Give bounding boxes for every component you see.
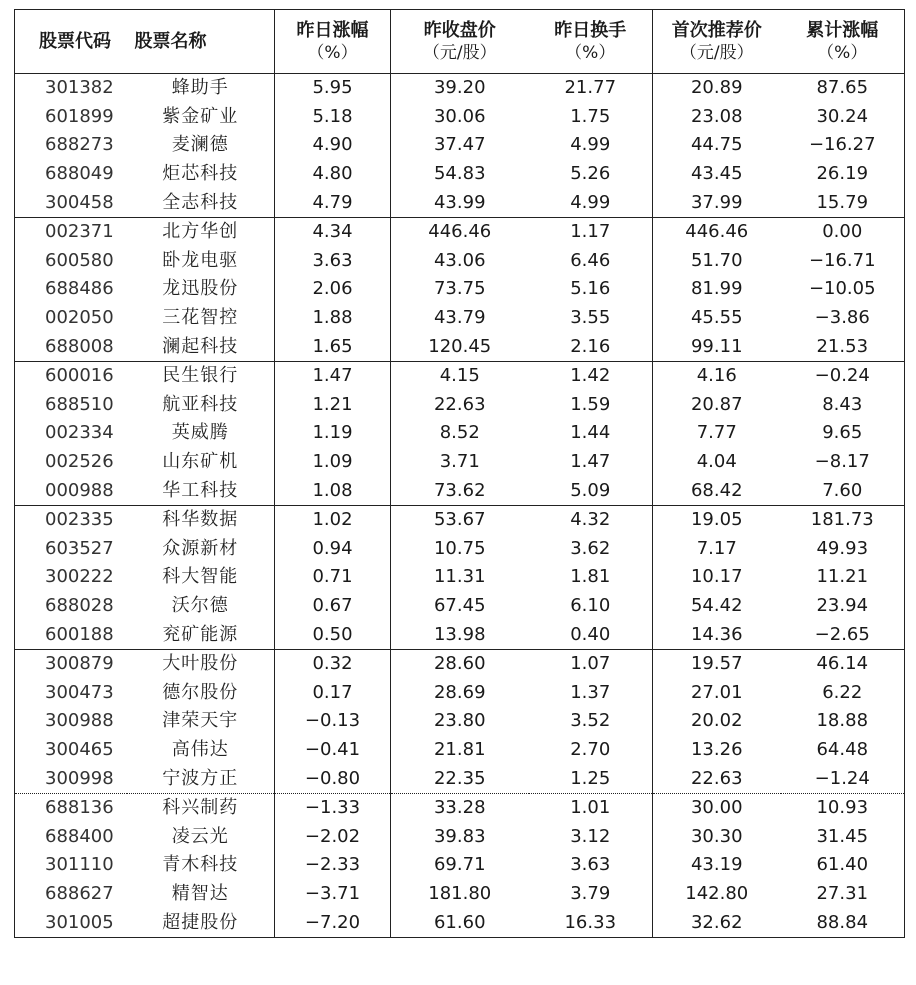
table-row: [15, 736, 905, 765]
cell-cum: 10.93: [781, 793, 905, 822]
cell-turnover: 5.09: [570, 479, 611, 501]
cell-name: 龙迅股份: [162, 278, 239, 300]
cell-cum: 31.45: [816, 825, 869, 847]
table-row: [15, 103, 905, 132]
cell-rec-price: 19.05: [653, 505, 781, 534]
cell-code: 002050: [45, 307, 114, 329]
header-close-unit: （元/股）: [422, 42, 497, 63]
cell-close: 39.83: [391, 822, 529, 851]
cell-cum: 87.65: [816, 77, 869, 99]
cell-change: −2.33: [275, 851, 391, 880]
cell-name: 科兴制药: [127, 793, 275, 822]
cell-cum: 61.40: [816, 854, 869, 876]
cell-turnover: 5.26: [570, 163, 611, 185]
table-row: [15, 592, 905, 621]
cell-code: 002526: [45, 451, 114, 473]
cell-turnover: 1.01: [529, 793, 653, 822]
cell-code: 300222: [45, 566, 114, 588]
cell-name: 蜂助手: [171, 77, 229, 99]
cell-turnover: 3.12: [570, 825, 611, 847]
cell-code: 601899: [45, 105, 114, 127]
cell-close: 61.60: [391, 908, 529, 937]
cell-change: 0.50: [275, 620, 391, 649]
header-turnover-title: 昨日换手: [554, 19, 627, 41]
cell-change: 0.94: [275, 535, 391, 564]
table-row: [15, 74, 905, 103]
cell-turnover: 1.75: [570, 105, 611, 127]
table-row: [15, 851, 905, 880]
cell-change: −0.41: [275, 736, 391, 765]
table-row: [15, 620, 905, 649]
cell-code: 301110: [45, 854, 114, 876]
cell-change: 3.63: [275, 247, 391, 276]
cell-rec-price: 43.19: [653, 851, 781, 880]
table-row: [15, 505, 905, 534]
cell-name: 凌云光: [171, 825, 229, 847]
header-code: 股票代码: [15, 10, 127, 74]
cell-name: 众源新材: [162, 537, 239, 559]
table-row: [15, 275, 905, 304]
cell-turnover: 0.40: [570, 623, 611, 645]
cell-close: 22.35: [391, 764, 529, 793]
table-row: [15, 131, 905, 160]
cell-change: 0.17: [275, 678, 391, 707]
cell-cum: 27.31: [816, 882, 869, 904]
cell-rec-price: 30.30: [653, 822, 781, 851]
cell-change: −0.13: [275, 707, 391, 736]
table-body: [15, 74, 905, 938]
cell-code: 688008: [45, 335, 114, 357]
cell-code: 688049: [45, 163, 114, 185]
cell-code: 600188: [45, 623, 114, 645]
cell-name: 紫金矿业: [162, 105, 239, 127]
cell-turnover: 3.62: [570, 537, 611, 559]
cell-turnover: 3.55: [570, 307, 611, 329]
cell-cum: 30.24: [816, 105, 869, 127]
cell-name: 北方华创: [127, 217, 275, 246]
cell-turnover: 21.77: [564, 77, 617, 99]
cell-change: 0.32: [275, 649, 391, 678]
table-row: [15, 678, 905, 707]
cell-close: 28.60: [391, 649, 529, 678]
cell-rec-price: 30.00: [653, 793, 781, 822]
cell-close: 13.98: [391, 620, 529, 649]
cell-cum: −1.24: [814, 767, 870, 789]
cell-rec-price: 81.99: [653, 275, 781, 304]
cell-code: 300465: [45, 738, 114, 760]
cell-name: 科华数据: [127, 505, 275, 534]
cell-change: −0.80: [275, 764, 391, 793]
cell-change: 1.88: [275, 304, 391, 333]
cell-rec-price: 22.63: [653, 764, 781, 793]
cell-close: 33.28: [391, 793, 529, 822]
cell-name: 科大智能: [162, 566, 239, 588]
cell-cum: 7.60: [822, 479, 863, 501]
cell-rec-price: 44.75: [653, 131, 781, 160]
cell-rec-price: 14.36: [653, 620, 781, 649]
cell-turnover: 2.16: [570, 335, 611, 357]
cell-rec-price: 23.08: [653, 103, 781, 132]
cell-close: 3.71: [391, 448, 529, 477]
cell-close: 28.69: [391, 678, 529, 707]
cell-rec-price: 10.17: [653, 563, 781, 592]
table-row: [15, 217, 905, 246]
header-close-title: 昨收盘价: [423, 19, 496, 41]
cell-code: 300458: [45, 191, 114, 213]
cell-code: 688510: [45, 393, 114, 415]
cell-change: −1.33: [275, 793, 391, 822]
table-row: [15, 880, 905, 909]
cell-close: 54.83: [391, 160, 529, 189]
cell-rec-price: 68.42: [653, 476, 781, 505]
header-rec-price: [653, 10, 781, 74]
cell-rec-price: 7.17: [653, 535, 781, 564]
header-rec-price-title: 首次推荐价: [671, 19, 762, 41]
cell-code: 300998: [45, 767, 114, 789]
header-rec-price-unit: （元/股）: [679, 42, 754, 63]
cell-turnover: 3.63: [570, 854, 611, 876]
table-row: [15, 476, 905, 505]
table-row: [15, 304, 905, 333]
header-name: 股票名称: [127, 10, 275, 74]
cell-change: 1.21: [275, 391, 391, 420]
table-row: [15, 361, 905, 390]
table-row: [15, 649, 905, 678]
table-row: [15, 448, 905, 477]
cell-cum: −10.05: [808, 278, 876, 300]
cell-cum: 18.88: [816, 710, 869, 732]
header-change-unit: （%）: [307, 42, 358, 63]
table-row: [15, 535, 905, 564]
cell-code: 688028: [45, 594, 114, 616]
cell-code: 688273: [45, 134, 114, 156]
cell-change: 1.65: [275, 332, 391, 361]
cell-close: 43.79: [391, 304, 529, 333]
cell-cum: −0.24: [781, 361, 905, 390]
cell-turnover: 2.70: [570, 738, 611, 760]
cell-close: 8.52: [391, 419, 529, 448]
header-cum: [781, 10, 905, 74]
cell-code: 603527: [45, 537, 114, 559]
cell-turnover: 1.07: [529, 649, 653, 678]
cell-close: 73.62: [391, 476, 529, 505]
cell-turnover: 1.47: [570, 451, 611, 473]
cell-name: 超捷股份: [162, 911, 239, 933]
cell-cum: −16.27: [808, 134, 876, 156]
cell-close: 11.31: [391, 563, 529, 592]
cell-turnover: 3.52: [570, 710, 611, 732]
cell-rec-price: 7.77: [653, 419, 781, 448]
table-header: [15, 10, 905, 74]
table-row: [15, 188, 905, 217]
cell-close: 446.46: [391, 217, 529, 246]
cell-change: 5.18: [275, 103, 391, 132]
table-row: [15, 391, 905, 420]
cell-cum: 64.48: [816, 738, 869, 760]
cell-name: 澜起科技: [162, 335, 239, 357]
cell-change: 1.08: [275, 476, 391, 505]
cell-name: 津荣天宇: [162, 710, 239, 732]
cell-change: 4.79: [275, 188, 391, 217]
cell-close: 53.67: [391, 505, 529, 534]
table-row: [15, 707, 905, 736]
cell-close: 67.45: [391, 592, 529, 621]
table-row: [15, 247, 905, 276]
table-row: [15, 332, 905, 361]
cell-name: 山东矿机: [162, 451, 239, 473]
cell-name: 炬芯科技: [162, 163, 239, 185]
cell-cum: 21.53: [816, 335, 869, 357]
cell-change: 1.02: [275, 505, 391, 534]
cell-turnover: 1.17: [529, 217, 653, 246]
cell-name: 沃尔德: [171, 594, 229, 616]
header-close: [391, 10, 529, 74]
cell-cum: 88.84: [816, 911, 869, 933]
cell-cum: 9.65: [822, 422, 863, 444]
cell-change: 5.95: [275, 74, 391, 103]
cell-rec-price: 20.02: [653, 707, 781, 736]
cell-code: 688136: [15, 793, 127, 822]
stock-recommendation-table: [14, 9, 905, 938]
cell-code: 300988: [45, 710, 114, 732]
table-row: [15, 419, 905, 448]
cell-cum: −16.71: [808, 249, 876, 271]
cell-rec-price: 37.99: [653, 188, 781, 217]
cell-rec-price: 32.62: [653, 908, 781, 937]
cell-cum: 49.93: [816, 537, 869, 559]
cell-close: 30.06: [391, 103, 529, 132]
cell-rec-price: 142.80: [653, 880, 781, 909]
cell-change: 0.67: [275, 592, 391, 621]
cell-code: 688627: [45, 882, 114, 904]
cell-name: 卧龙电驱: [162, 249, 239, 271]
cell-close: 23.80: [391, 707, 529, 736]
cell-close: 21.81: [391, 736, 529, 765]
cell-code: 000988: [45, 479, 114, 501]
cell-close: 4.15: [391, 361, 529, 390]
cell-rec-price: 4.04: [653, 448, 781, 477]
cell-change: 1.09: [275, 448, 391, 477]
cell-rec-price: 13.26: [653, 736, 781, 765]
cell-rec-price: 51.70: [653, 247, 781, 276]
cell-rec-price: 27.01: [653, 678, 781, 707]
cell-rec-price: 20.87: [653, 391, 781, 420]
table-row: [15, 822, 905, 851]
cell-code: 600016: [15, 361, 127, 390]
cell-change: 1.19: [275, 419, 391, 448]
cell-name: 英威腾: [171, 422, 229, 444]
cell-turnover: 16.33: [564, 911, 617, 933]
cell-change: −7.20: [275, 908, 391, 937]
cell-cum: 26.19: [816, 163, 869, 185]
cell-code: 300473: [45, 681, 114, 703]
cell-turnover: 1.59: [570, 393, 611, 415]
cell-code: 688400: [45, 825, 114, 847]
cell-name: 大叶股份: [127, 649, 275, 678]
cell-change: 0.71: [275, 563, 391, 592]
cell-code: 301382: [45, 77, 114, 99]
cell-cum: 23.94: [816, 594, 869, 616]
cell-name: 德尔股份: [162, 681, 239, 703]
cell-name: 华工科技: [162, 479, 239, 501]
header-turnover: [529, 10, 653, 74]
table-row: [15, 563, 905, 592]
cell-name: 青木科技: [162, 854, 239, 876]
header-cum-unit: （%）: [817, 42, 868, 63]
cell-turnover: 3.79: [570, 882, 611, 904]
cell-name: 宁波方正: [162, 767, 239, 789]
cell-close: 120.45: [391, 332, 529, 361]
cell-name: 三花智控: [162, 307, 239, 329]
cell-turnover: 4.99: [570, 191, 611, 213]
cell-rec-price: 20.89: [653, 74, 781, 103]
cell-change: 1.47: [275, 361, 391, 390]
cell-close: 181.80: [391, 880, 529, 909]
cell-cum: 46.14: [781, 649, 905, 678]
cell-code: 301005: [45, 911, 114, 933]
header-change: [275, 10, 391, 74]
cell-close: 73.75: [391, 275, 529, 304]
cell-cum: 6.22: [822, 681, 863, 703]
cell-rec-price: 4.16: [653, 361, 781, 390]
cell-close: 43.06: [391, 247, 529, 276]
cell-turnover: 6.10: [570, 594, 611, 616]
table-row: [15, 764, 905, 793]
cell-rec-price: 43.45: [653, 160, 781, 189]
cell-name: 民生银行: [127, 361, 275, 390]
cell-cum: −3.86: [814, 307, 870, 329]
cell-code: 002334: [45, 422, 114, 444]
cell-change: −3.71: [275, 880, 391, 909]
cell-close: 22.63: [391, 391, 529, 420]
header-change-title: 昨日涨幅: [296, 19, 369, 41]
cell-turnover: 1.25: [570, 767, 611, 789]
cell-close: 37.47: [391, 131, 529, 160]
cell-rec-price: 99.11: [653, 332, 781, 361]
cell-change: 4.80: [275, 160, 391, 189]
cell-close: 69.71: [391, 851, 529, 880]
cell-change: 2.06: [275, 275, 391, 304]
cell-name: 兖矿能源: [162, 623, 239, 645]
cell-name: 航亚科技: [162, 393, 239, 415]
cell-turnover: 5.16: [570, 278, 611, 300]
cell-cum: −2.65: [814, 623, 870, 645]
cell-cum: 11.21: [816, 566, 869, 588]
cell-code: 002371: [15, 217, 127, 246]
cell-cum: −8.17: [814, 451, 870, 473]
cell-turnover: 1.81: [570, 566, 611, 588]
cell-turnover: 6.46: [570, 249, 611, 271]
cell-change: 4.34: [275, 217, 391, 246]
cell-turnover: 4.99: [570, 134, 611, 156]
cell-close: 43.99: [391, 188, 529, 217]
table-row: [15, 908, 905, 937]
cell-rec-price: 19.57: [653, 649, 781, 678]
cell-turnover: 4.32: [529, 505, 653, 534]
table-row: [15, 793, 905, 822]
cell-rec-price: 54.42: [653, 592, 781, 621]
cell-close: 10.75: [391, 535, 529, 564]
cell-name: 高伟达: [171, 738, 229, 760]
header-cum-title: 累计涨幅: [806, 19, 879, 41]
cell-turnover: 1.44: [570, 422, 611, 444]
cell-code: 002335: [15, 505, 127, 534]
cell-close: 39.20: [391, 74, 529, 103]
cell-name: 麦澜德: [171, 134, 229, 156]
cell-code: 600580: [45, 249, 114, 271]
header-row: [15, 10, 905, 74]
cell-turnover: 1.37: [570, 681, 611, 703]
table-row: [15, 160, 905, 189]
cell-change: 4.90: [275, 131, 391, 160]
cell-cum: 15.79: [816, 191, 869, 213]
cell-code: 300879: [15, 649, 127, 678]
cell-code: 688486: [45, 278, 114, 300]
cell-rec-price: 446.46: [653, 217, 781, 246]
cell-turnover: 1.42: [529, 361, 653, 390]
cell-change: −2.02: [275, 822, 391, 851]
cell-cum: 8.43: [822, 393, 863, 415]
cell-name: 精智达: [171, 882, 229, 904]
header-turnover-unit: （%）: [565, 42, 616, 63]
cell-cum: 0.00: [781, 217, 905, 246]
cell-cum: 181.73: [781, 505, 905, 534]
cell-rec-price: 45.55: [653, 304, 781, 333]
cell-name: 全志科技: [162, 191, 239, 213]
